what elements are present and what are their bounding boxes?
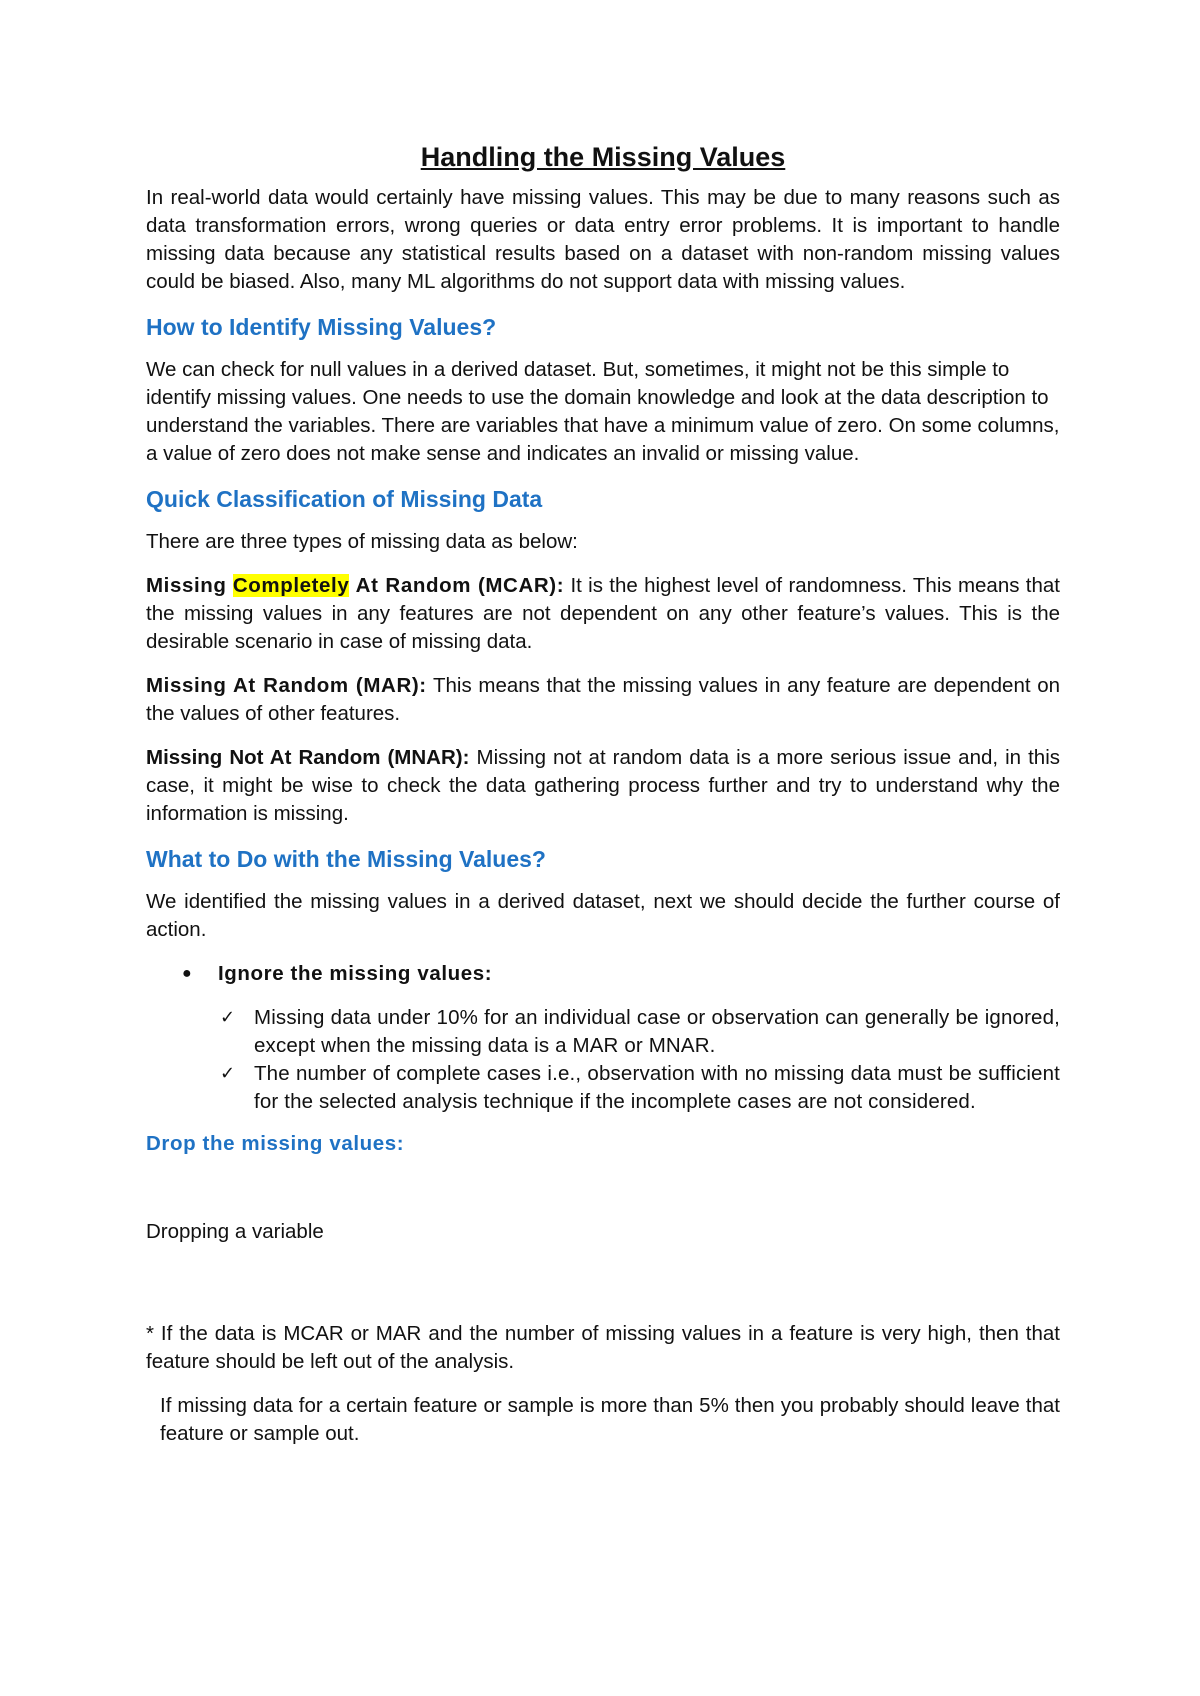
check-list (220, 1004, 1060, 1116)
heading-drop: Drop the missing values: (146, 1132, 405, 1155)
document-title: Handling the Missing Values (420, 142, 786, 172)
mcar-term-part1: Missing (146, 574, 227, 597)
drop-variable-line: Dropping a variable (146, 1220, 324, 1243)
checkmark-icon: ✓ (220, 1007, 236, 1028)
check-item (220, 1004, 1060, 1060)
heading-action: What to Do with the Missing Values? (146, 846, 546, 872)
mcar-term-highlight: Completely (232, 574, 350, 597)
spacer (146, 1262, 1060, 1320)
identify-paragraph: We can check for null values in a derived dataset. But, sometimes, it might not be this simple to identify missing values. One needs to use the domain knowledge and look at the data description to understand the variables. There are variables that have a minimum value of zero. On some columns, a value of zero does not make sense and indicates an invalid or missing value. (146, 358, 1060, 465)
mnar-text: Missing not at random data is a more serious issue and, in this case, it might be wise to check the data gathering process further and try to understand why the information is missing. (146, 746, 1061, 825)
checkmark-icon: ✓ (220, 1063, 236, 1084)
classification-lead: There are three types of missing data as below: (146, 530, 578, 553)
drop-note-2: If missing data for a certain feature or sample is more than 5% then you probably should leave that feature or sample out. (160, 1394, 1060, 1445)
intro-paragraph: In real-world data would certainly have missing values. This may be due to many reasons such as data transformation errors, wrong queries or data entry error problems. It is important to handle missing data because any statistical results based on a dataset with non-random missing values could be biased. Also, many ML algorithms do not support data with missing values. (146, 186, 1060, 293)
bullet-ignore-label: Ignore the missing values: (218, 962, 493, 985)
check-item-text: Missing data under 10% for an individual case or observation can generally be ignored, except when the missing data is a MAR or MNAR. (254, 1006, 1060, 1057)
mnar-term: Missing Not At Random (MNAR): (146, 746, 470, 769)
mar-text: This means that the missing values in any feature are dependent on the values of other features. (146, 674, 1060, 725)
action-paragraph: We identified the missing values in a derived dataset, next we should decide the further course of action. (146, 890, 1060, 941)
mar-paragraph (146, 672, 1060, 728)
mnar-paragraph (146, 744, 1060, 828)
spacer (146, 1174, 1060, 1218)
drop-note-1: * If the data is MCAR or MAR and the number of missing values in a feature is very high, then that feature should be left out of the analysis. (146, 1322, 1060, 1373)
mcar-text: It is the highest level of randomness. This means that the missing values in any features are not dependent on any other feature’s values. This is the desirable scenario in case of missing data. (146, 574, 1060, 653)
check-item (220, 1060, 1060, 1116)
mcar-paragraph (146, 572, 1060, 656)
document-page (146, 140, 1060, 1464)
mcar-term-part2: At Random (MCAR): (355, 574, 565, 597)
bullet-ignore (182, 960, 1060, 988)
bullet-dot-icon: ● (182, 965, 192, 982)
mar-term: Missing At Random (MAR): (146, 674, 427, 697)
heading-identify: How to Identify Missing Values? (146, 314, 497, 340)
check-item-text: The number of complete cases i.e., observation with no missing data must be sufficient for the selected analysis technique if the incomplete cases are not considered. (254, 1062, 1060, 1113)
heading-classification: Quick Classification of Missing Data (146, 486, 543, 512)
